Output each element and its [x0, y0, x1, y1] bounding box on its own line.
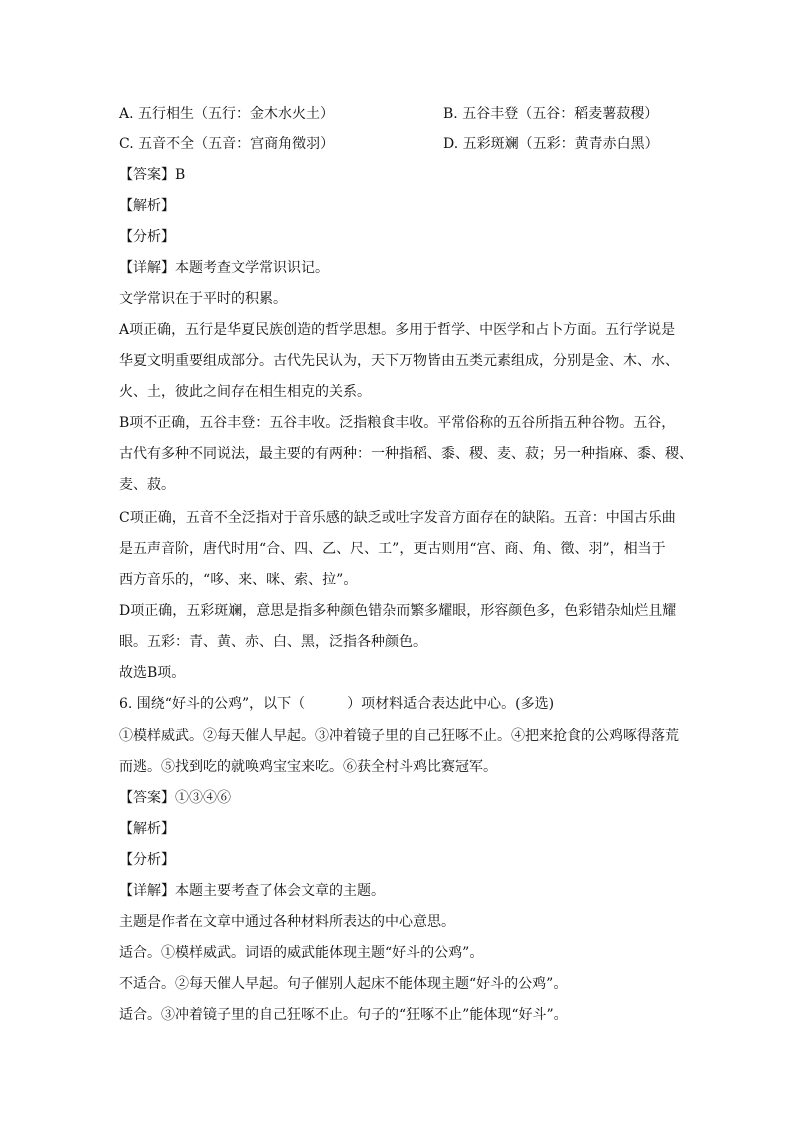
option-c: C. 五音不全（五音：宫商角徵羽）	[119, 136, 335, 152]
q5-d-line-2: 眼。五彩：青、黄、赤、白、黑，泛指各种颜色。	[119, 634, 427, 650]
q6-detail-1: 【详解】本题主要考查了体会文章的主题。	[119, 883, 385, 899]
q5-a-line-3: 火、土，彼此之间存在相生相克的关系。	[119, 384, 371, 400]
option-b: B. 五谷丰登（五谷：稻麦薯菽稷）	[443, 106, 659, 122]
q5-b-line-2: 古代有多种不同说法，最主要的有两种：一种指稻、黍、稷、麦、菽；另一种指麻、黍、稷、	[119, 446, 693, 462]
q6-item-3: 适合。③冲着镜子里的自己狂啄不止。句子的“狂啄不止”能体现“好斗”。	[119, 1007, 568, 1023]
q5-b-line-1: B项不正确，五谷丰登：五谷丰收。泛指粮食丰收。平常俗称的五谷所指五种谷物。五谷，	[119, 415, 676, 431]
q5-fenxi-heading: 【分析】	[119, 229, 175, 245]
q5-conclusion: 故选B项。	[119, 665, 186, 681]
q5-c-line-3: 西方音乐的，“哆、来、咪、索、拉”。	[119, 572, 358, 588]
q6-fenxi-heading: 【分析】	[119, 852, 175, 868]
q5-b-line-3: 麦、菽。	[119, 477, 175, 493]
q6-item-2: 不适合。②每天催人早起。句子催别人起床不能体现主题“好斗的公鸡”。	[119, 976, 568, 992]
q5-detail-2: 文学常识在于平时的积累。	[119, 291, 287, 307]
q5-a-line-1: A项正确，五行是华夏民族创造的哲学思想。多用于哲学、中医学和占卜方面。五行学说是	[119, 322, 676, 338]
q6-item-1: 适合。①模样威武。词语的威武能体现主题“好斗的公鸡”。	[119, 945, 484, 961]
q5-analysis-heading: 【解析】	[119, 198, 175, 214]
option-a: A. 五行相生（五行：金木水火土）	[119, 106, 335, 122]
q5-detail-1: 【详解】本题考查文学常识识记。	[119, 260, 329, 276]
q5-a-line-2: 华夏文明重要组成部分。古代先民认为，天下万物皆由五类元素组成，分别是金、木、水、	[119, 353, 679, 369]
q5-answer: 【答案】B	[119, 167, 186, 183]
q6-detail-2: 主题是作者在文章中通过各种材料所表达的中心意思。	[119, 914, 455, 930]
q6-material-line-1: ①模样威武。②每天催人早起。③冲着镜子里的自己狂啄不止。④把来抢食的公鸡啄得落荒	[119, 728, 679, 744]
q6-question: 6. 围绕“好斗的公鸡”，以下（ ）项材料适合表达此中心。(多选)	[119, 696, 555, 712]
q6-material-line-2: 而逃。⑤找到吃的就唤鸡宝宝来吃。⑥获全村斗鸡比赛冠军。	[119, 759, 497, 775]
q6-answer: 【答案】①③④⑥	[119, 790, 231, 806]
q5-c-line-2: 是五声音阶，唐代时用“合、四、乙、尺、工”，更古则用“宫、商、角、徵、羽”，相当于	[119, 541, 666, 557]
option-d: D. 五彩斑斓（五彩：黄青赤白黑）	[443, 136, 659, 152]
q6-analysis-heading: 【解析】	[119, 821, 175, 837]
q5-d-line-1: D项正确，五彩斑斓，意思是指多种颜色错杂而繁多耀眼，形容颜色多，色彩错杂灿烂且耀	[119, 603, 677, 619]
q5-c-line-1: C项正确，五音不全泛指对于音乐感的缺乏或吐字发音方面存在的缺陷。五音：中国古乐曲	[119, 510, 676, 526]
